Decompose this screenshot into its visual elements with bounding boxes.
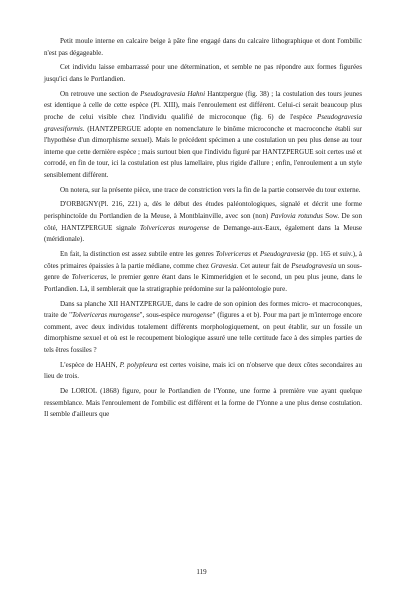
text-run: Dans sa planche XII HANTZPERGUE, dans le cadre de son opinion des formes micro- et macroconques, traite de "	[44, 299, 362, 320]
italic-taxon-name: murogense	[181, 311, 213, 320]
text-run: Sow. De son côté, HANTZPERGUE signale	[44, 212, 362, 232]
text-run: et	[250, 250, 260, 259]
italic-taxon-name: P. polypleura	[119, 360, 158, 369]
italic-taxon-name: Pavlovia rotundus	[270, 212, 323, 221]
text-run: . Cet auteur fait de	[236, 261, 292, 270]
paragraph	[44, 185, 362, 197]
text-run: D'ORBIGNY(Pl. 216, 221) a, dès le début des études paléontologiques, signalé et décrit une forme perisphinctoïde du Portlandien de la Meuse, à Montblainville, avec son (non)	[44, 200, 362, 221]
text-run: On notera, sur la présente pièce, une trace de constriction vers la fin de la partie conservée du tour externe.	[60, 185, 361, 194]
text-run: " (figures a et b). Pour ma part je m'interroge encore comment, avec deux individus totalement différents morphologiquement, on peut établir, sur un fossile un dimorphisme sexuel et où est le recoupement biologique assuré une telle certitude face à des simples parties de tels êtres fossiles ?	[44, 311, 362, 354]
italic-taxon-name: Tolvericeras	[215, 250, 251, 259]
italic-taxon-name: Pseudogravesia Hahni	[140, 89, 206, 98]
text-run: Petit moule interne en calcaire beige à pâte fine engagé dans du calcaire lithographique et dont l'ombilic n'est pas dégageable.	[44, 37, 362, 57]
text-run: En fait, la distinction est assez subtile entre les genres	[60, 250, 216, 259]
body-text	[44, 36, 362, 424]
italic-taxon-name: Tolvericeras	[71, 273, 107, 282]
paragraph	[44, 299, 362, 357]
paragraph	[44, 36, 362, 59]
text-run: , le premier genre étant dans le Kimmeridgien et le second, un peu plus jeune, dans le Portlandien. Là, il semblerait que la stratigraphie prédomine sur la paléontologie pure.	[44, 273, 362, 293]
italic-taxon-name: Gravesia	[210, 261, 237, 270]
italic-taxon-name: Tolvericeras murogense	[139, 223, 210, 232]
paragraph	[44, 360, 362, 383]
paragraph	[44, 386, 362, 421]
text-run: Hantzpergue (fig. 38) ; la costulation des tours jeunes est identique à celle de cette espèce (Pl. XIII), mais l'enroulement est différent. Celui-ci serait beaucoup plus proche de celui visible chez l'individu qualifié de microconque (fig. 6) de l'espèce	[44, 89, 362, 121]
text-run: un sous-genre de	[44, 261, 362, 282]
paragraph	[44, 62, 362, 85]
paragraph	[44, 199, 362, 245]
italic-taxon-name: Pseudogravesia	[291, 261, 337, 270]
text-run: (pp. 165 et suiv.), à côtes primaires épaissies à la partie médiane, comme chez	[44, 250, 362, 270]
text-run: De LORIOL (1868) figure, pour le Portlandien de l'Yonne, une forme à première vue ayant quelque ressemblance. Mais l'enroulement de l'ombilic est différent et la forme de l'Yonne a une plus dense costulation. Il semble d'ailleurs que	[44, 387, 362, 419]
text-run: de Demange-aux-Eaux, également dans la Meuse (méridionale).	[44, 223, 363, 244]
italic-taxon-name: Pseudogravesia	[259, 250, 305, 259]
paragraph	[44, 89, 362, 182]
page-number: 119	[196, 568, 207, 576]
italic-taxon-name: Pseudogravesia gravesiformis	[44, 112, 362, 133]
text-run: . (HANTZPERGUE adopte en nomenclature le binôme microconche et macroconche établi sur l'hypothèse d'un dimorphisme sexuel). Mais le précédent spécimen a une costulation un peu plus dense au tour interne que cette dernière espèce ; mais surtout bien que l'individu figuré par HANTZPERGUE soit certes usé et corrodé, en fin de tour, ici la costulation est plus lamellaire, plus rigide d'allure ; enfin, l'enroulement a un style sensiblement différent.	[44, 124, 362, 179]
text-run: ", sous-espèce	[139, 311, 182, 320]
text-run: Cet individu laisse embarrassé pour une détermination, et semble ne pas répondre aux formes figurées jusqu'ici dans le Portlandien.	[44, 63, 362, 83]
text-run: L'espèce de HAHN,	[60, 360, 120, 369]
italic-taxon-name: Tolvericeras murogense	[71, 311, 140, 320]
paragraph	[44, 249, 362, 295]
text-run: On retrouve une section de	[60, 89, 141, 98]
text-run: est certes voisine, mais ici on n'observe que deux côtes secondaires au lieu de trois.	[44, 360, 363, 381]
